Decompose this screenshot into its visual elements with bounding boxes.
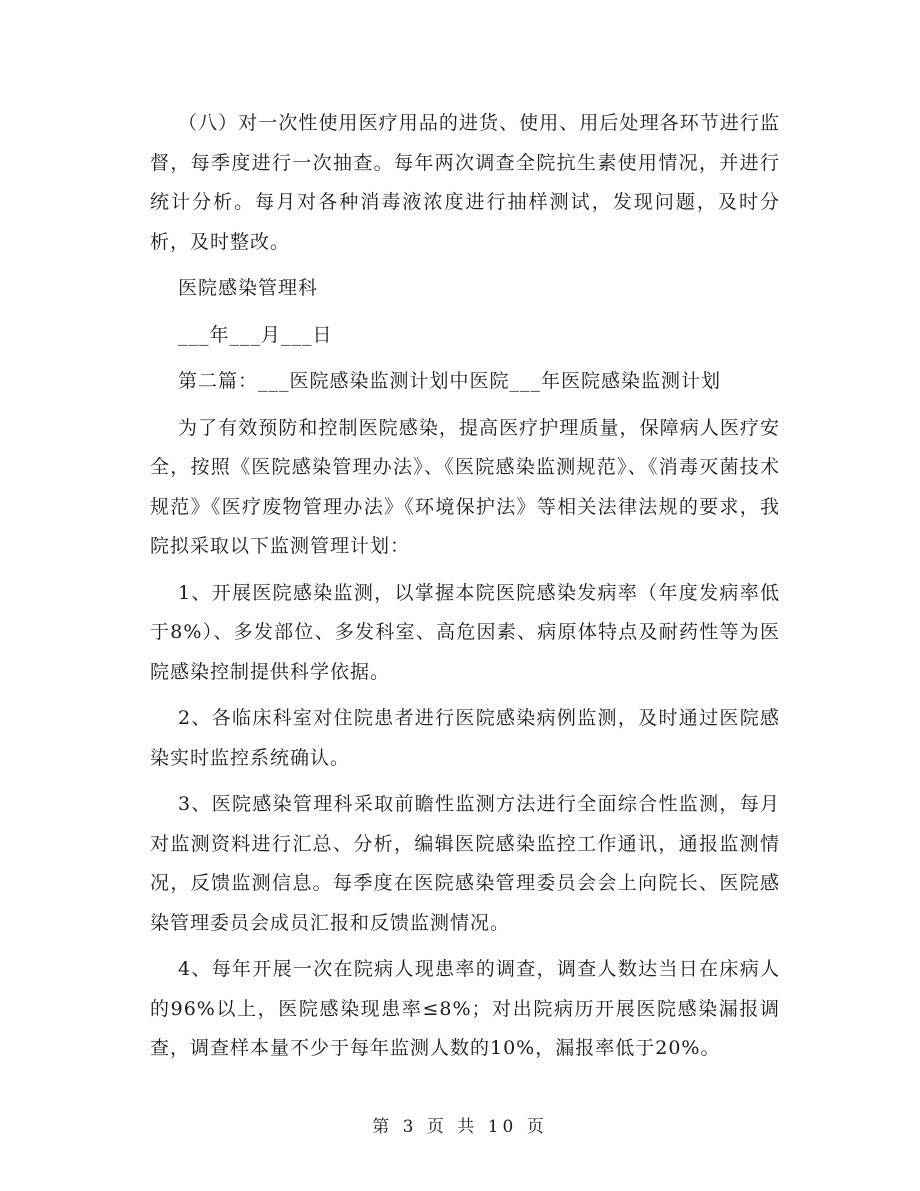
paragraph-item-3: 3、医院感染管理科采取前瞻性监测方法进行全面综合性监测，每月对监测资料进行汇总、分析，编辑医院感染监控工作通讯，通报监测情况，反馈监测信息。每季度在医院感染管理委员会会上向院长、医院感染管理委员会成员汇报和反馈监测情况。 <box>150 793 780 934</box>
paragraph-intro: 为了有效预防和控制医院感染，提高医疗护理质量，保障病人医疗安全，按照《医院感染管理办法》、《医院感染监测规范》、《消毒灭菌技术规范》《医疗废物管理办法》《环境保护法》等相关法律法规的要求，我院拟采取以下监测管理计划： <box>150 416 780 557</box>
paragraph-inspection: （八）对一次性使用医疗用品的进货、使用、用后处理各环节进行监督，每季度进行一次抽查。每年两次调查全院抗生素使用情况，并进行统计分析。每月对各种消毒液浓度进行抽样测试，发现问题，及时分析，及时整改。 <box>150 112 780 253</box>
section-title: 第二篇：___医院感染监测计划中医院___年医院感染监测计划 <box>178 370 722 392</box>
document-body <box>150 104 780 1076</box>
paragraph-item-4: 4、每年开展一次在院病人现患率的调查，调查人数达当日在床病人的96%以上，医院感染现患率≤8%；对出院病历开展医院感染漏报调查，调查样本量不少于每年监测人数的10%，漏报率低于20%。 <box>150 958 780 1059</box>
department-signature: 医院感染管理科 <box>178 277 319 299</box>
paragraph-item-1: 1、开展医院感染监测，以掌握本院医院感染发病率（年度发病率低于8%）、多发部位、多发科室、高危因素、病原体特点及耐药性等为医院感染控制提供科学依据。 <box>150 581 780 683</box>
date-line: ___年___月___日 <box>178 323 333 346</box>
paragraph-item-2: 2、各临床科室对住院患者进行医院感染病例监测，及时通过医院感染实时监控系统确认。 <box>150 707 780 769</box>
page-footer: 第 3 页 共 10 页 <box>372 1117 548 1137</box>
